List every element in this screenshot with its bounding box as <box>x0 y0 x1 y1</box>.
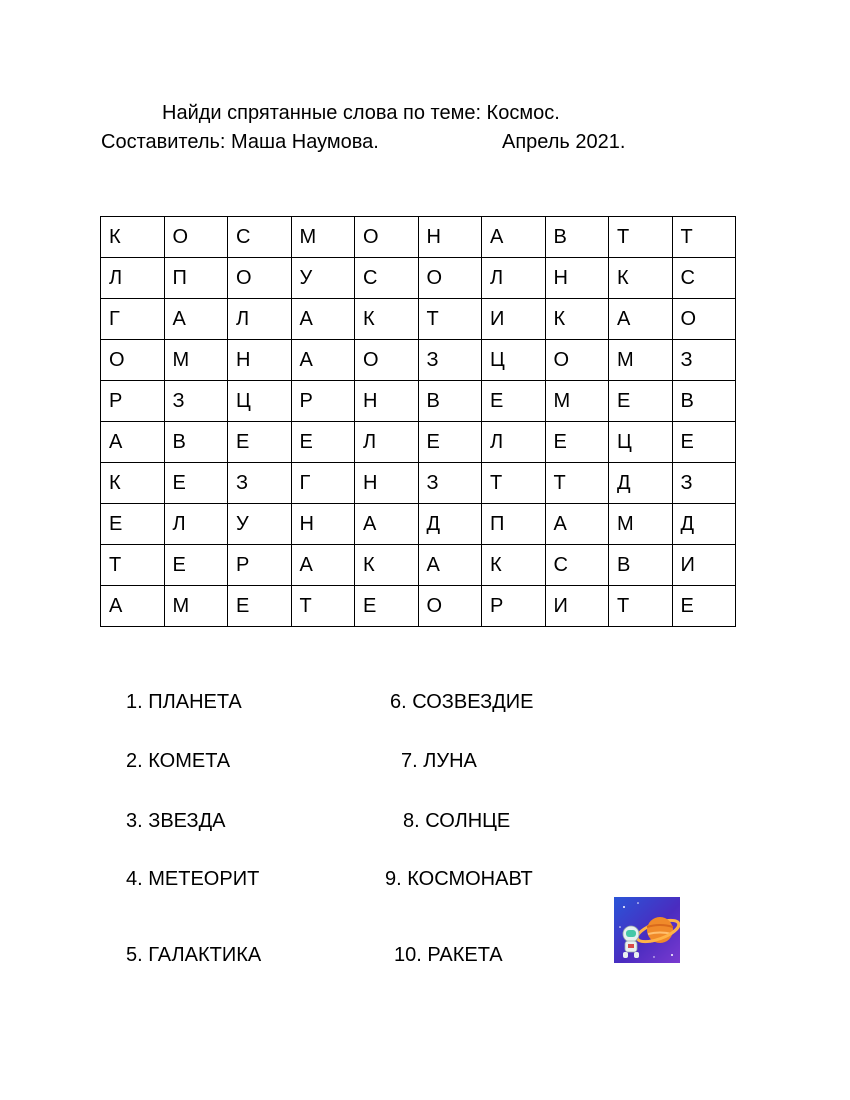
grid-cell: А <box>101 586 165 627</box>
grid-cell: Л <box>228 299 292 340</box>
grid-cell: З <box>228 463 292 504</box>
word-item: 6. СОЗВЕЗДИЕ <box>390 691 534 713</box>
grid-cell: З <box>418 463 482 504</box>
grid-cell: Е <box>101 504 165 545</box>
grid-cell: Н <box>228 340 292 381</box>
word-item: 9. КОСМОНАВТ <box>385 868 533 890</box>
grid-cell: О <box>355 217 419 258</box>
grid-cell: А <box>101 422 165 463</box>
grid-row <box>101 258 736 299</box>
grid-row <box>101 463 736 504</box>
grid-cell: О <box>418 258 482 299</box>
date-line: Апрель 2021. <box>502 131 626 153</box>
grid-cell: Е <box>482 381 546 422</box>
grid-cell: П <box>482 504 546 545</box>
grid-cell: С <box>355 258 419 299</box>
grid-cell: А <box>291 545 355 586</box>
grid-cell: А <box>291 340 355 381</box>
grid-cell: Р <box>291 381 355 422</box>
grid-cell: С <box>545 545 609 586</box>
grid-cell: Л <box>482 258 546 299</box>
word-item: 1. ПЛАНЕТА <box>126 691 242 713</box>
grid-cell: П <box>164 258 228 299</box>
grid-cell: А <box>291 299 355 340</box>
grid-cell: И <box>672 545 736 586</box>
grid-row <box>101 586 736 627</box>
grid-cell: Е <box>672 586 736 627</box>
word-item: 10. РАКЕТА <box>394 944 503 966</box>
word-item: 7. ЛУНА <box>401 750 477 772</box>
grid-cell: Л <box>355 422 419 463</box>
word-item: 8. СОЛНЦЕ <box>403 810 511 832</box>
grid-cell: Д <box>672 504 736 545</box>
grid-cell: Ц <box>609 422 673 463</box>
grid-cell: И <box>482 299 546 340</box>
grid-cell: У <box>228 504 292 545</box>
grid-cell: З <box>672 340 736 381</box>
grid-cell: Т <box>482 463 546 504</box>
grid-cell: В <box>672 381 736 422</box>
grid-cell: М <box>164 340 228 381</box>
grid-cell: З <box>672 463 736 504</box>
grid-cell: Д <box>609 463 673 504</box>
grid-cell: О <box>101 340 165 381</box>
grid-cell: О <box>418 586 482 627</box>
grid-cell: О <box>545 340 609 381</box>
grid-cell: Ц <box>228 381 292 422</box>
grid-cell: А <box>418 545 482 586</box>
grid-row <box>101 545 736 586</box>
word-item: 2. КОМЕТА <box>126 750 231 772</box>
grid-cell: К <box>482 545 546 586</box>
grid-cell: В <box>418 381 482 422</box>
grid-cell: Е <box>418 422 482 463</box>
word-item: 4. МЕТЕОРИТ <box>126 868 260 890</box>
grid-cell: М <box>609 504 673 545</box>
grid-cell: К <box>355 299 419 340</box>
grid-cell: Е <box>164 463 228 504</box>
grid-cell: Т <box>609 586 673 627</box>
grid-cell: К <box>101 217 165 258</box>
grid-cell: М <box>164 586 228 627</box>
grid-cell: Г <box>101 299 165 340</box>
grid-cell: Р <box>228 545 292 586</box>
astronaut-planet-icon <box>614 897 680 963</box>
grid-row <box>101 381 736 422</box>
word-item: 3. ЗВЕЗДА <box>126 810 226 832</box>
grid-row <box>101 299 736 340</box>
grid-cell: О <box>228 258 292 299</box>
grid-cell: В <box>545 217 609 258</box>
grid-cell: Е <box>291 422 355 463</box>
grid-cell: З <box>164 381 228 422</box>
grid-cell: Т <box>672 217 736 258</box>
grid-cell: Н <box>355 463 419 504</box>
grid-row <box>101 340 736 381</box>
grid-cell: Е <box>228 586 292 627</box>
grid-cell: А <box>545 504 609 545</box>
grid-cell: М <box>291 217 355 258</box>
grid-cell: Н <box>418 217 482 258</box>
word-search-grid <box>100 216 736 627</box>
grid-cell: Л <box>482 422 546 463</box>
grid-cell: Л <box>101 258 165 299</box>
grid-cell: А <box>355 504 419 545</box>
grid-cell: Т <box>418 299 482 340</box>
grid-cell: Т <box>291 586 355 627</box>
grid-cell: О <box>672 299 736 340</box>
grid-cell: С <box>672 258 736 299</box>
grid-cell: Т <box>101 545 165 586</box>
grid-row <box>101 422 736 463</box>
grid-cell: С <box>228 217 292 258</box>
grid-cell: Р <box>101 381 165 422</box>
grid-cell: К <box>355 545 419 586</box>
grid-cell: О <box>164 217 228 258</box>
grid-cell: В <box>164 422 228 463</box>
grid-cell: Т <box>609 217 673 258</box>
grid-cell: Е <box>164 545 228 586</box>
grid-cell: Е <box>672 422 736 463</box>
grid-cell: Р <box>482 586 546 627</box>
word-item: 5. ГАЛАКТИКА <box>126 944 262 966</box>
grid-cell: У <box>291 258 355 299</box>
grid-cell: Е <box>545 422 609 463</box>
grid-cell: А <box>482 217 546 258</box>
grid-row <box>101 504 736 545</box>
grid-cell: К <box>545 299 609 340</box>
grid-cell: Н <box>291 504 355 545</box>
grid-cell: И <box>545 586 609 627</box>
grid-cell: Е <box>228 422 292 463</box>
grid-row <box>101 217 736 258</box>
grid-cell: Н <box>545 258 609 299</box>
grid-cell: З <box>418 340 482 381</box>
grid-cell: А <box>164 299 228 340</box>
grid-cell: О <box>355 340 419 381</box>
grid-cell: Л <box>164 504 228 545</box>
grid-cell: К <box>101 463 165 504</box>
grid-cell: Е <box>609 381 673 422</box>
grid-cell: М <box>545 381 609 422</box>
grid-cell: В <box>609 545 673 586</box>
grid-cell: Т <box>545 463 609 504</box>
grid-cell: Г <box>291 463 355 504</box>
grid-cell: А <box>609 299 673 340</box>
grid-cell: М <box>609 340 673 381</box>
grid-cell: Е <box>355 586 419 627</box>
author-line: Составитель: Маша Наумова. <box>101 131 379 153</box>
grid-cell: Д <box>418 504 482 545</box>
grid-cell: К <box>609 258 673 299</box>
grid-cell: Н <box>355 381 419 422</box>
page-title: Найди спрятанные слова по теме: Космос. <box>162 102 560 124</box>
grid-cell: Ц <box>482 340 546 381</box>
